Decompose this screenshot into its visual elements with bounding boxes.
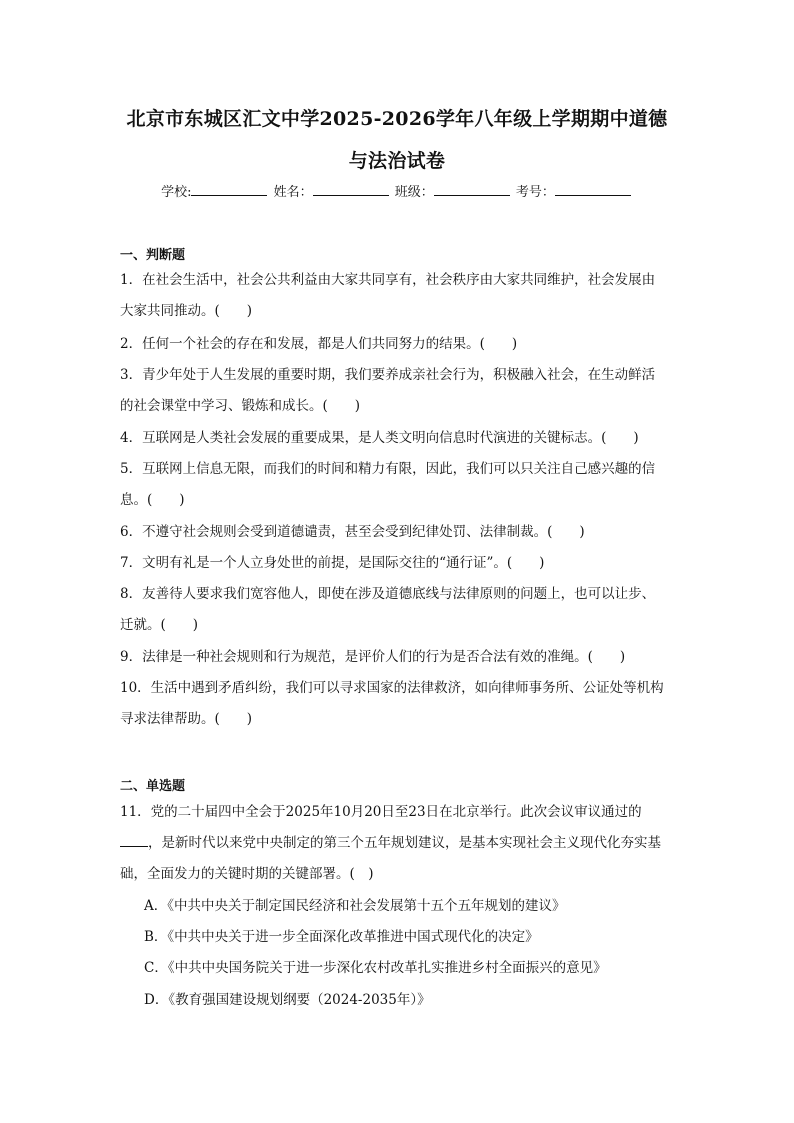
school-label: 学校: [161, 185, 192, 200]
option-b[interactable]: B．《中共中央关于进一步全面深化改革推进中国式现代化的决定》 [144, 929, 539, 945]
question-line: 4．互联网是人类社会发展的重要成果，是人类文明向信息时代演进的关键标志。( ) [120, 430, 639, 446]
exam-title-line1: 北京市东城区汇文中学2025-2026学年八年级上学期期中道德 [126, 108, 668, 130]
class-blank[interactable] [434, 182, 510, 196]
question-line: 寻求法律帮助。( ) [120, 711, 253, 727]
question-line: 5．互联网上信息无限，而我们的时间和精力有限，因此，我们可以只关注自己感兴趣的信 [120, 461, 656, 477]
question-line: 9．法律是一种社会规则和行为规范，是评价人们的行为是否合法有效的准绳。( ) [120, 649, 626, 665]
question-line: 2．任何一个社会的存在和发展，都是人们共同努力的结果。( ) [120, 336, 518, 352]
question-line: 7．文明有礼是一个人立身处世的前提，是国际交往的“通行证”。( ) [120, 555, 545, 571]
exam-number-label: 考号： [515, 185, 555, 200]
name-blank[interactable] [313, 182, 389, 196]
option-a[interactable]: A．《中共中央关于制定国民经济和社会发展第十五个五年规划的建议》 [144, 898, 566, 914]
student-info-line [0, 181, 794, 200]
question-line: 1．在社会生活中，社会公共利益由大家共同享有，社会秩序由大家共同维护，社会发展由 [120, 272, 656, 288]
question-11-line1: 11．党的二十届四中全会于2025年10月20日至23日在北京举行。此次会议审议通过的 [120, 804, 642, 820]
question-line: 息。( ) [120, 492, 185, 508]
class-label: 班级： [394, 185, 434, 200]
question-line: 3．青少年处于人生发展的重要时期，我们要养成亲社会行为，积极融入社会，在生动鲜活 [120, 367, 656, 383]
answer-blank [120, 833, 148, 847]
question-line: 迁就。( ) [120, 617, 199, 633]
question-11-line2-text: ，是新时代以来党中央制定的第三个五年规划建议，是基本实现社会主义现代化夯实基 [148, 835, 661, 851]
question-line: 6．不遵守社会规则会受到道德谴责，甚至会受到纪律处罚、法律制裁。( ) [120, 524, 585, 540]
question-line: 的社会课堂中学习、锻炼和成长。( ) [120, 398, 361, 414]
question-11-line2 [120, 831, 680, 851]
exam-number-blank[interactable] [555, 182, 631, 196]
section-single-choice-title: 二、单选题 [120, 779, 186, 794]
question-line: 大家共同推动。( ) [120, 303, 253, 319]
exam-title-line2: 与法治试卷 [348, 150, 446, 172]
question-line: 10．生活中遇到矛盾纠纷，我们可以寻求国家的法律救济，如向律师事务所、公证处等机构 [120, 680, 664, 696]
name-label: 姓名： [273, 185, 313, 200]
option-d[interactable]: D．《教育强国建设规划纲要（2024-2035年）》 [144, 992, 431, 1008]
option-c[interactable]: C．《中共中央国务院关于进一步深化农村改革扎实推进乡村全面振兴的意见》 [144, 960, 607, 976]
question-line: 8．友善待人要求我们宽容他人，即使在涉及道德底线与法律原则的问题上，也可以让步、 [120, 586, 656, 602]
question-11-line3: 础，全面发力的关键时期的关键部署。( ) [120, 866, 374, 882]
school-blank[interactable] [191, 182, 267, 196]
section-true-false-title: 一、判断题 [120, 248, 186, 263]
